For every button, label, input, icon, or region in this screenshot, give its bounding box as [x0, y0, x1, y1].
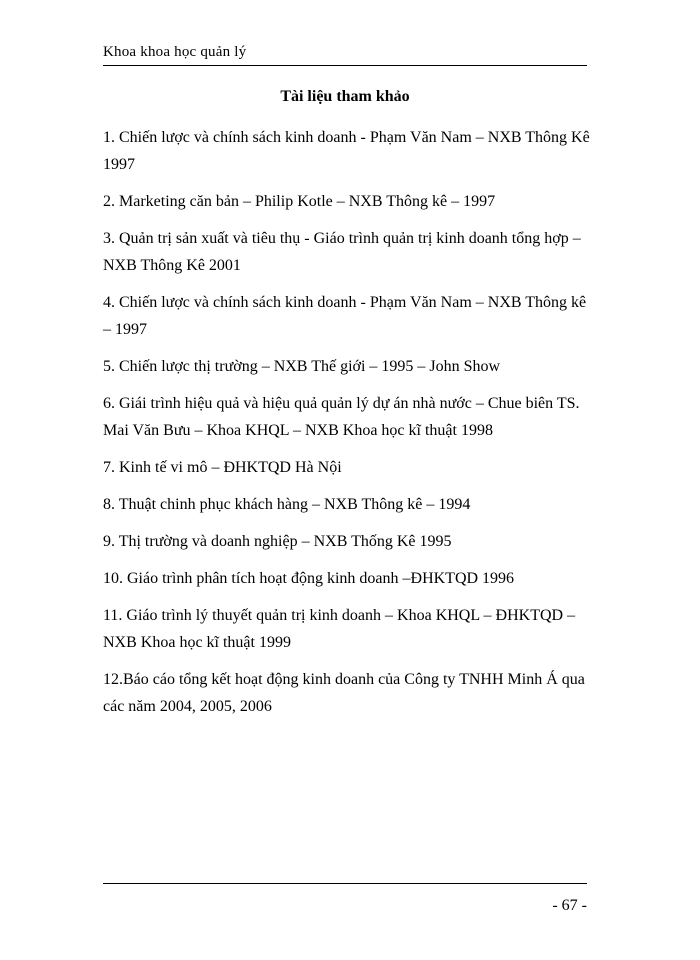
reference-item: 11. Giáo trình lý thuyết quản trị kinh doanh – Khoa KHQL – ĐHKTQD – NXB Khoa học kĩ thuật 1999 [103, 607, 576, 651]
page-number: - 67 - [552, 897, 587, 914]
reference-item: 4. Chiến lược và chính sách kinh doanh - Phạm Văn Nam – NXB Thông kê – 1997 [103, 294, 587, 338]
header-divider [103, 65, 587, 66]
reference-item: 6. Giái trình hiệu quả và hiệu quả quản lý dự án nhà nước – Chue biên TS. Mai Văn Bưu – Khoa KHQL – NXB Khoa học kĩ thuật 1998 [103, 395, 580, 439]
reference-item: 8. Thuật chinh phục khách hàng – NXB Thông kê – 1994 [103, 496, 471, 513]
references-list [103, 124, 595, 730]
running-header: Khoa khoa học quản lý [103, 44, 247, 60]
reference-item: 10. Giáo trình phân tích hoạt động kinh doanh –ĐHKTQD 1996 [103, 570, 515, 587]
reference-item: 9. Thị trường và doanh nghiệp – NXB Thống Kê 1995 [103, 533, 452, 550]
reference-item: 5. Chiến lược thị trường – NXB Thế giới – 1995 – John Show [103, 358, 501, 375]
reference-item: 3. Quản trị sản xuất và tiêu thụ - Giáo trình quản trị kinh doanh tổng hợp – NXB Thông Kê 2001 [103, 230, 581, 274]
footer-divider [103, 883, 587, 884]
reference-item: 2. Marketing căn bản – Philip Kotle – NXB Thông kê – 1997 [103, 193, 496, 210]
reference-item: 1. Chiến lược và chính sách kinh doanh - Phạm Văn Nam – NXB Thông Kê 1997 [103, 129, 590, 173]
reference-item: 7. Kinh tế vi mô – ĐHKTQD Hà Nội [103, 459, 342, 476]
reference-item: 12.Báo cáo tổng kết hoạt động kinh doanh của Công ty TNHH Minh Á qua các năm 2004, 2005, 2006 [103, 671, 585, 715]
references-title: Tài liệu tham khảo [280, 88, 410, 105]
